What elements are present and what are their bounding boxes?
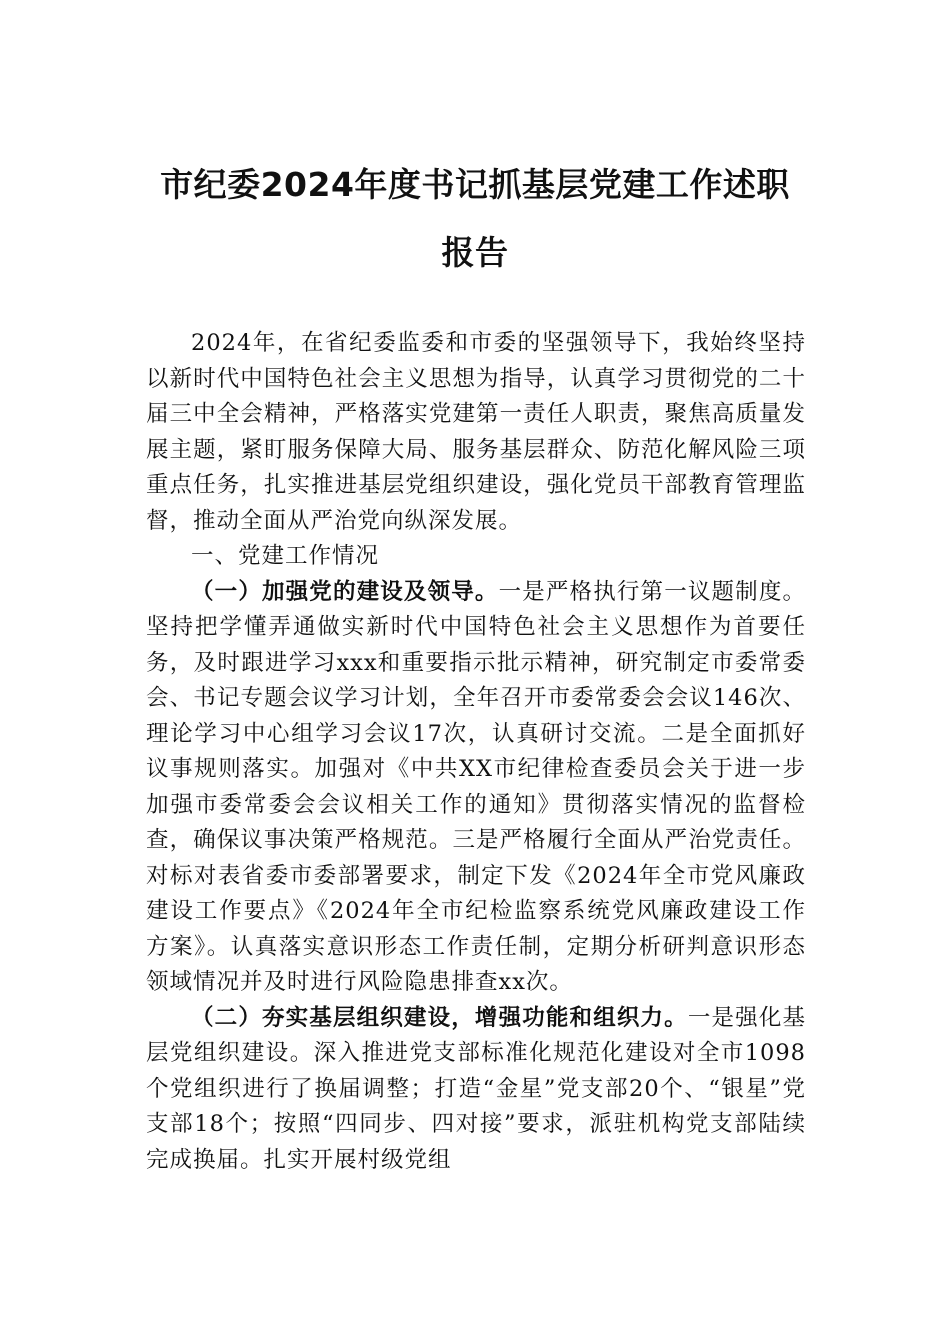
intro-paragraph: 2024年，在省纪委监委和市委的坚强领导下，我始终坚持以新时代中国特色社会主义思想为指导，认真学习贯彻党的二十届三中全会精神，严格落实党建第一责任人职责，聚焦高质量发展主题，紧盯服务保障大局、服务基层群众、防范化解风险三项重点任务，扎实推进基层党组织建设，强化党员干部教育管理监督，推动全面从严治党向纵深发展。 — [146, 330, 806, 534]
subsection-1-body: 一是严格执行第一议题制度。坚持把学懂弄通做实新时代中国特色社会主义思想作为首要任务，及时跟进学习xxx和重要指示批示精神，研究制定市委常委会、书记专题会议学习计划，全年召开市委常委会会议146次、理论学习中心组学习会议17次，认真研讨交流。二是全面抓好议事规则落实。加强对《中共XX市纪律检查委员会关于进一步加强市委常委会会议相关工作的通知》贯彻落实情况的监督检查，确保议事决策严格规范。三是严格履行全面从严治党责任。对标对表省委市委部署要求，制定下发《2024年全市党风廉政建设工作要点》《2024年全市纪检监察系统党风廉政建设工作方案》。认真落实意识形态工作责任制，定期分析研判意识形态领域情况并及时进行风险隐患排查xx次。 — [146, 578, 806, 995]
subsection-2-title: （二）夯实基层组织建设，增强功能和组织力。 — [191, 1004, 688, 1031]
subsection-2-body: 一是强化基层党组织建设。深入推进党支部标准化规范化建设对全市1098个党组织进行了换届调整；打造“金星”党支部20个、“银星”党支部18个；按照“四同步、四对接”要求，派驻机构党支部陆续完成换届。扎实开展村级党组 — [146, 1004, 806, 1173]
subsection-1-title: （一）加强党的建设及领导。 — [191, 578, 499, 605]
subsection-1-paragraph — [146, 575, 806, 1001]
document-title-line-1: 市纪委2024年度书记抓基层党建工作述职 — [160, 165, 790, 204]
document-body — [146, 326, 806, 1178]
subsection-2-paragraph — [146, 1001, 806, 1179]
section-heading-1: 一、党建工作情况 — [191, 543, 380, 569]
document-title-line-2: 报告 — [441, 233, 509, 272]
